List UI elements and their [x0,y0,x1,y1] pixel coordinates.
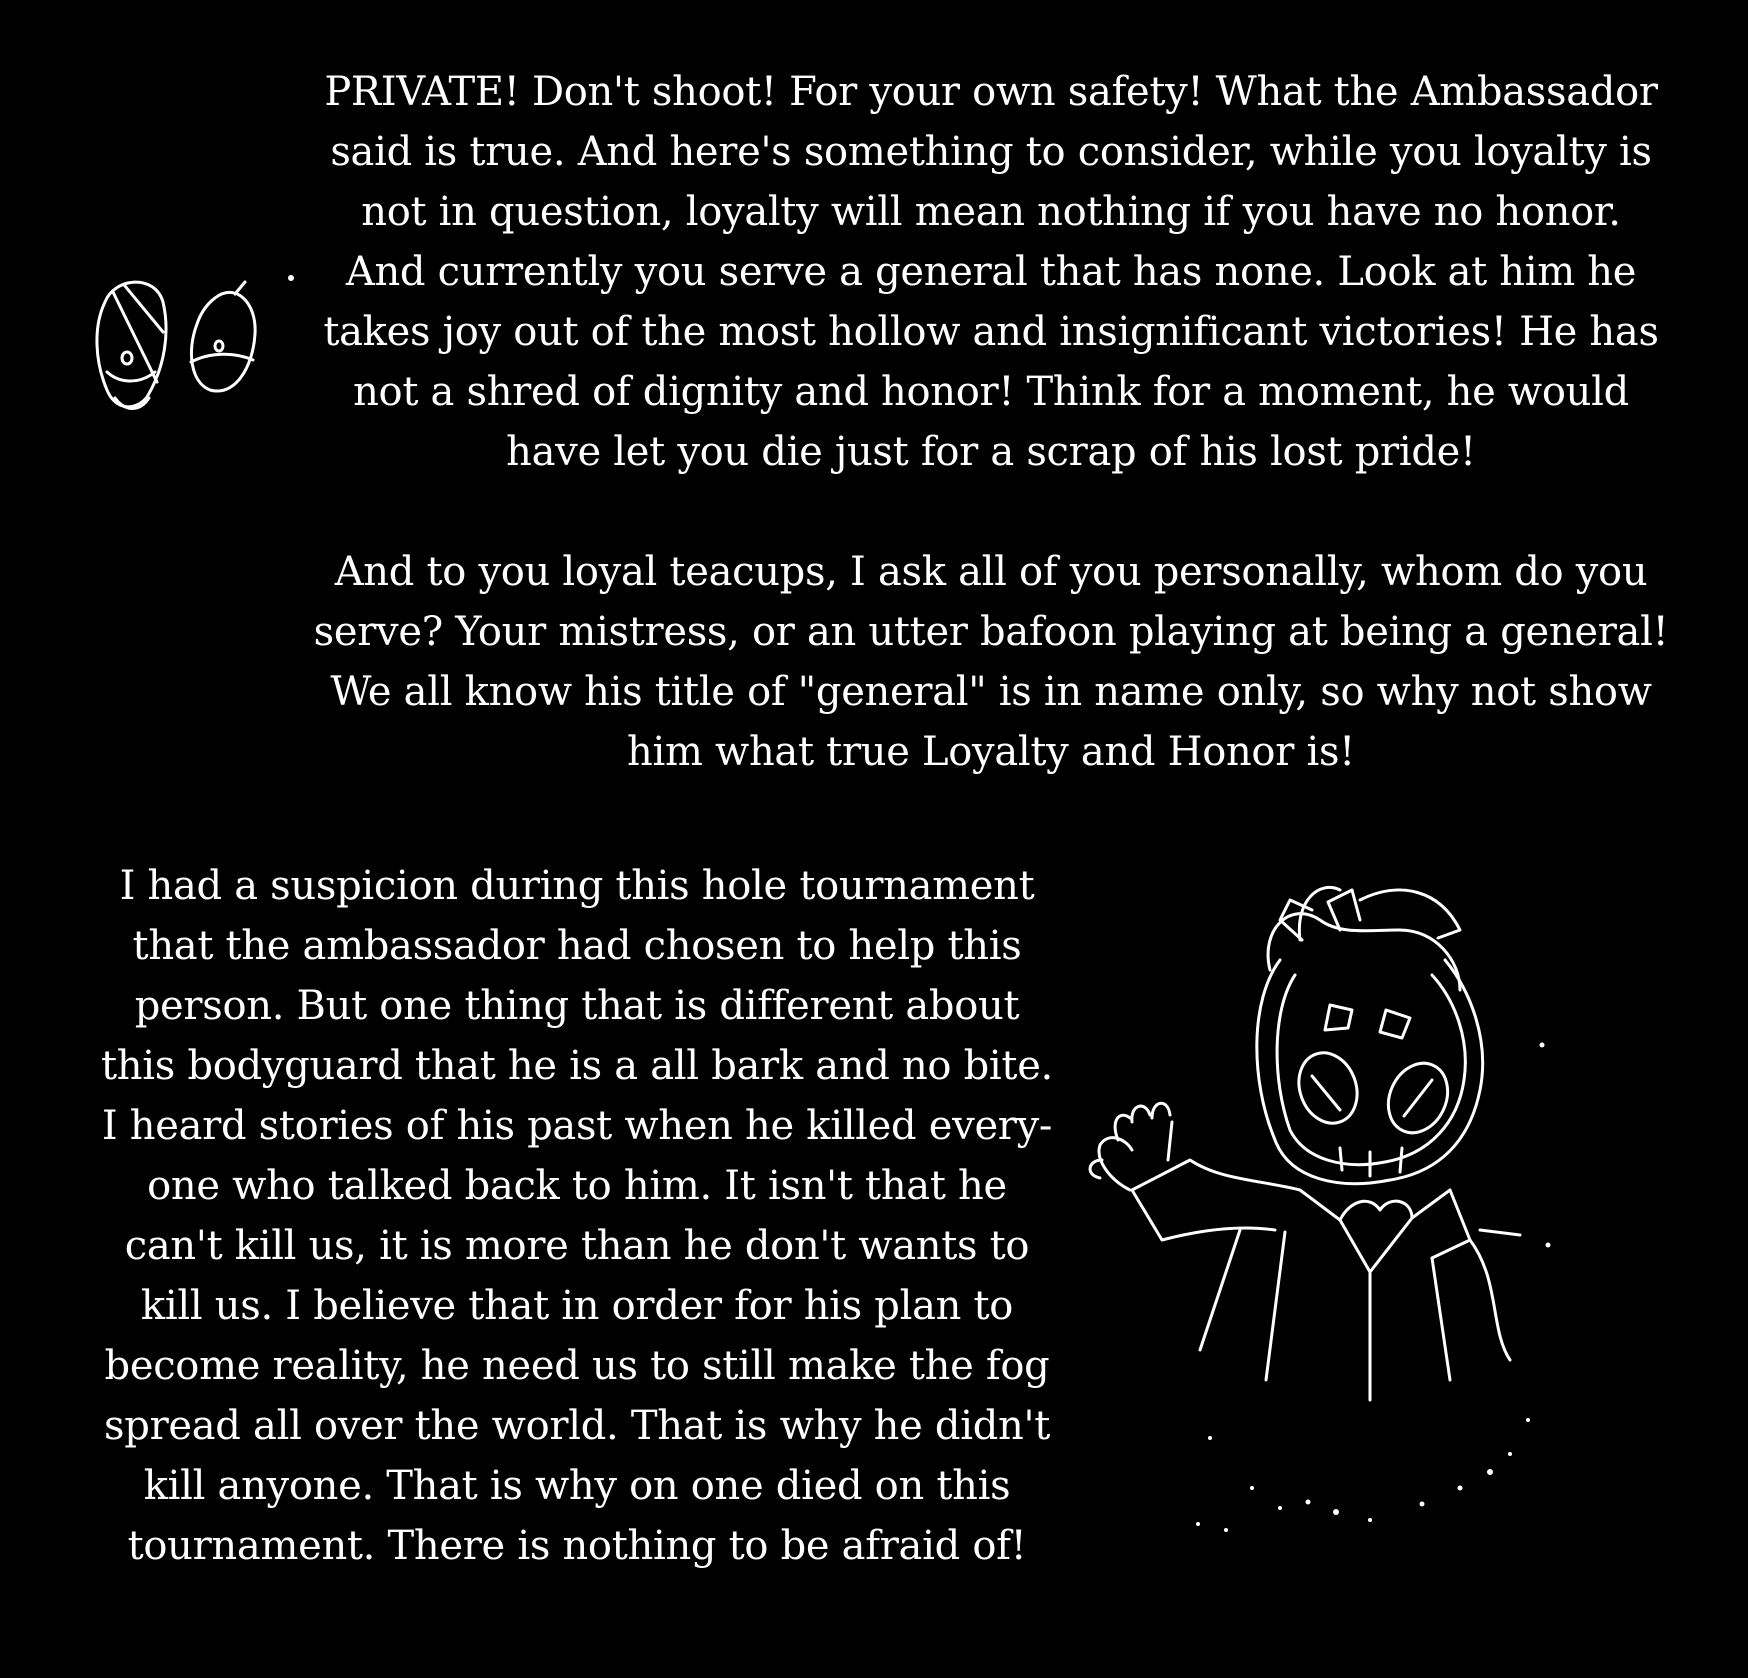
speech-paragraph-2 [296,542,1686,782]
hand-palm [1099,1138,1132,1190]
mask-outline [1257,960,1483,1184]
arm-sleeve [1132,1160,1300,1240]
speech-paragraph-3-text: I had a suspicion during this hole tournament that the ambassador had chosen to help this person. But one thing that is different about this bodyguard that he is a all bark and no bite. I heard stories of his past when he killed every- one who talked back to him. It isn't that he can't kill us, it is more than he don't wants to kill us. I believe that in order for his plan to become reality, he need us to still make the fog spread all over the world. That is why he didn't kill anyone. That is why on one died on this tournament. There is nothing to be afraid of! [101,863,1053,1569]
speck [1546,1243,1551,1248]
mask-brow-right [1380,1010,1410,1038]
mask-eye-left [1289,1045,1366,1132]
speck [1306,1500,1311,1505]
speech-paragraph-1-text: PRIVATE! Don't shoot! For your own safety! What the Ambassador said is true. And here's something to consider, while you loyalty is not in question, loyalty will mean nothing if you have no honor. And currently you serve a general that has none. Look at him he takes joy out of the most hollow and insignificant victories! He has not a shred of dignity and honor! Think for a moment, he would have let you die just for a scrap of his lost pride! [323,69,1659,475]
speck [1508,1452,1512,1456]
speck [1487,1469,1493,1475]
mask-eye-right-slash [1404,1080,1432,1116]
speck [1540,1043,1545,1048]
speck [1250,1486,1254,1490]
eyes-drawing-svg [85,272,305,432]
speck [1526,1418,1530,1422]
speck [1224,1528,1228,1532]
left-eye-outline [97,282,166,407]
left-eye-lid [107,372,155,381]
speck [1333,1509,1339,1515]
body-inner-left [1266,1232,1285,1380]
left-eye-slash [113,292,157,382]
figure-drawing-svg [1040,860,1660,1540]
head-top [1268,914,1460,990]
speech-paragraph-1 [296,62,1686,482]
mask-inner [1277,975,1465,1165]
finger-2 [1132,1106,1150,1122]
speck [1368,1518,1372,1522]
heart-point [1340,1218,1412,1272]
body-inner-right [1432,1258,1450,1380]
mask-mouth-line-1 [1340,1148,1342,1170]
masked-figure-illustration [1040,860,1660,1540]
mask-brow-left [1325,1005,1352,1030]
glowing-eyes-illustration [85,272,305,432]
right-eye-outline [191,292,255,391]
speech-paragraph-2-text: And to you loyal teacups, I ask all of you personally, whom do you serve? Your mistress, or an utter bafoon playing at being a general! We all know his title of "general" is in name only, so why not show him what true Loyalty and Honor is! [313,549,1669,775]
speck [1278,1506,1282,1510]
left-eye-pupil [122,352,132,364]
speck [1458,1486,1463,1491]
crown-spike-center [1328,890,1360,930]
speck [1208,1436,1212,1440]
body-right-line [1470,1240,1510,1360]
tie-right [1480,1230,1520,1235]
collar [1300,1190,1450,1220]
mask-eye-left-slash [1312,1076,1340,1110]
right-eye-spike [235,282,245,294]
body-left-line [1200,1230,1240,1350]
speech-paragraph-3 [78,856,1076,1576]
mask-mouth-line-3 [1400,1148,1402,1172]
speck [288,275,294,281]
right-eye-pupil [215,341,223,351]
finger-3 [1152,1103,1170,1118]
right-eye-lid [191,354,253,362]
speck [1420,1502,1425,1507]
finger-1 [1115,1115,1130,1140]
speck [1196,1522,1200,1526]
finger-4 [1168,1122,1172,1160]
